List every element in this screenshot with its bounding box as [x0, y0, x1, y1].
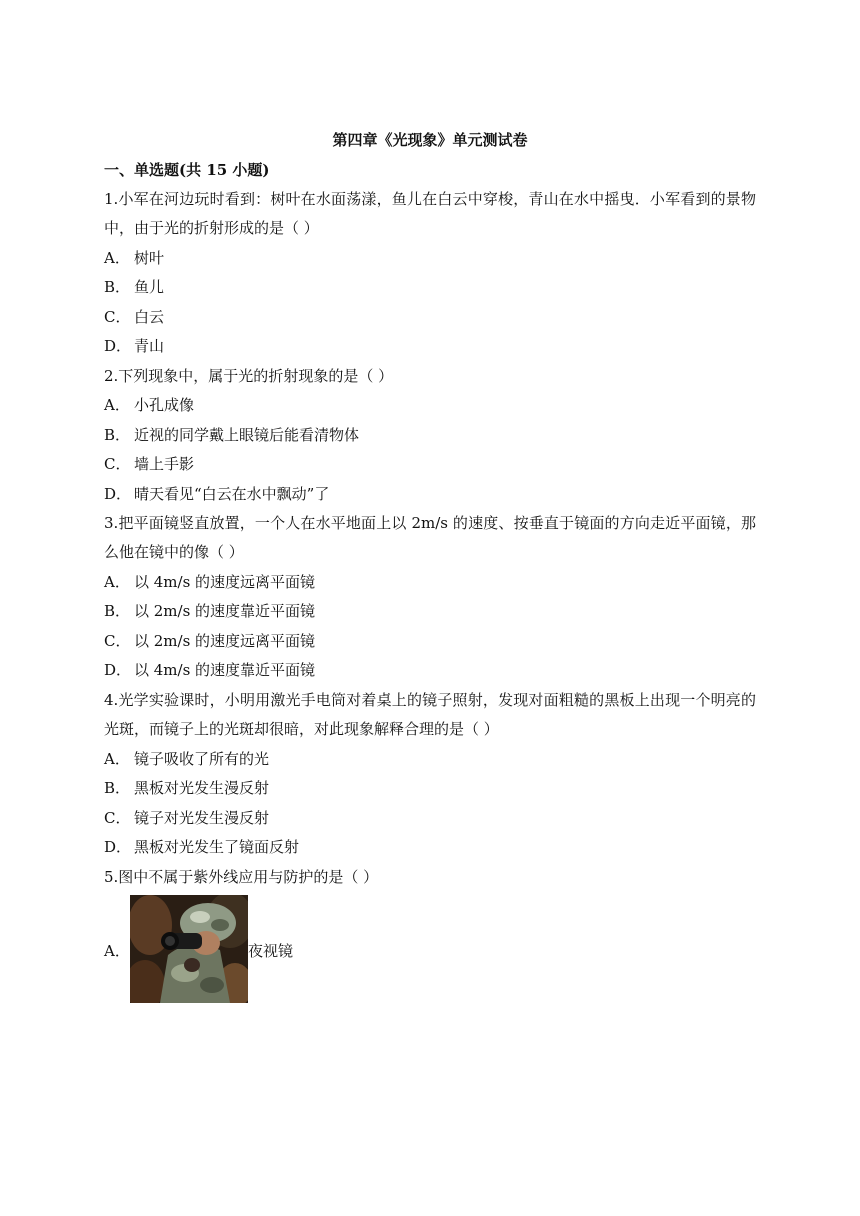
question-2-option-d [104, 482, 329, 506]
option-letter: C． [104, 632, 131, 650]
option-letter: B． [104, 602, 131, 620]
option-text: 白云 [134, 308, 165, 326]
question-2-option-a [104, 393, 194, 417]
option-text: 青山 [134, 337, 165, 355]
document-title: 第四章《光现象》单元测试卷 [332, 131, 528, 149]
option-text: 以 2m/s 的速度远离平面镜 [134, 632, 316, 650]
option-letter: A． [104, 249, 130, 267]
option-text: 镜子吸收了所有的光 [134, 750, 270, 768]
question-4-option-d [104, 835, 299, 859]
option-letter: D． [104, 838, 132, 856]
option-letter: B． [104, 426, 131, 444]
question-3-stem-line2: 么他在镜中的像（ ） [104, 543, 244, 561]
option-letter: B． [104, 779, 131, 797]
option-text: 树叶 [134, 249, 165, 267]
option-letter: C． [104, 809, 131, 827]
option-text: 墙上手影 [134, 455, 195, 473]
question-4-option-a [104, 747, 269, 771]
option-letter: A． [104, 396, 130, 414]
option-text: 近视的同学戴上眼镜后能看清物体 [134, 426, 360, 444]
question-3-option-c [104, 629, 315, 653]
option-letter: D． [104, 661, 132, 679]
question-1-stem-line1: 1.小军在河边玩时看到：树叶在水面荡漾，鱼儿在白云中穿梭，青山在水中摇曳．小军看到的景物 [104, 190, 756, 208]
question-1-option-a [104, 246, 164, 270]
option-letter: A． [104, 750, 130, 768]
question-1-option-c [104, 305, 164, 329]
question-3-stem-line1: 3.把平面镜竖直放置，一个人在水平地面上以 2m/s 的速度、按垂直于镜面的方向走近平面镜，那 [104, 514, 756, 532]
question-5-stem: 5.图中不属于紫外线应用与防护的是（ ） [104, 868, 379, 886]
question-5-option-a-text: 夜视镜 [248, 942, 294, 960]
option-text: 镜子对光发生漫反射 [134, 809, 270, 827]
question-1-stem-line2: 中，由于光的折射形成的是（ ） [104, 219, 319, 237]
option-text: 以 2m/s 的速度靠近平面镜 [134, 602, 316, 620]
question-4-option-b [104, 776, 269, 800]
option-text: 晴天看见“白云在水中飘动”了 [134, 485, 330, 503]
question-2-option-c [104, 452, 194, 476]
question-3-option-d [104, 658, 315, 682]
option-text: 小孔成像 [134, 396, 195, 414]
option-letter: A． [104, 573, 130, 591]
question-5-option-a-letter: A． [104, 942, 130, 960]
section-heading: 一、单选题(共 15 小题) [104, 161, 270, 179]
option-letter: C． [104, 308, 131, 326]
question-4-stem-line1: 4.光学实验课时，小明用激光手电筒对着桌上的镜子照射，发现对面粗糙的黑板上出现一个明亮的 [104, 691, 756, 709]
option-letter: D． [104, 337, 132, 355]
option-text: 黑板对光发生漫反射 [134, 779, 270, 797]
option-text: 以 4m/s 的速度靠近平面镜 [134, 661, 316, 679]
question-1-option-b [104, 275, 164, 299]
option-text: 鱼儿 [134, 278, 165, 296]
option-letter: C． [104, 455, 131, 473]
question-3-option-a [104, 570, 315, 594]
question-4-stem-line2: 光斑，而镜子上的光斑却很暗，对此现象解释合理的是（ ） [104, 720, 499, 738]
question-2-stem: 2.下列现象中，属于光的折射现象的是（ ） [104, 367, 394, 385]
question-4-option-c [104, 806, 269, 830]
option-letter: B． [104, 278, 131, 296]
question-1-option-d [104, 334, 164, 358]
night-vision-soldier-photo [130, 895, 248, 1003]
option-text: 黑板对光发生了镜面反射 [134, 838, 300, 856]
option-letter: D． [104, 485, 132, 503]
question-2-option-b [104, 423, 359, 447]
question-3-option-b [104, 599, 315, 623]
option-text: 以 4m/s 的速度远离平面镜 [134, 573, 316, 591]
